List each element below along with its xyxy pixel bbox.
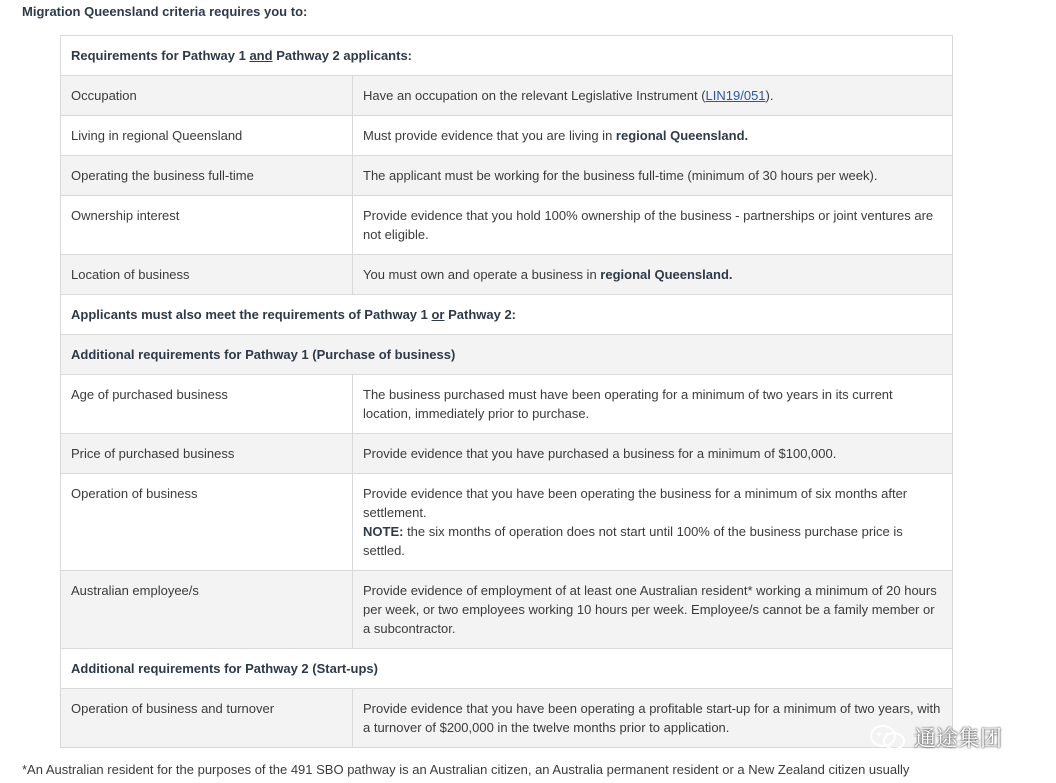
row-description (353, 474, 953, 571)
row-description: The business purchased must have been operating for a minimum of two years in its current location, immediately prior to purchase. (353, 375, 953, 434)
desc-text: Have an occupation on the relevant Legislative Instrument ( (363, 88, 706, 103)
row-label: Australian employee/s (61, 571, 353, 649)
section-title-pre: Applicants must also meet the requirements of Pathway 1 (71, 307, 432, 322)
row-description: Provide evidence that you have purchased a business for a minimum of $100,000. (353, 434, 953, 474)
desc-text-end: ). (765, 88, 774, 103)
lin19-051-link[interactable]: LIN19/051 (705, 88, 766, 103)
table-row-turnover (61, 689, 953, 748)
row-label: Occupation (61, 76, 353, 116)
table-row-occupation (61, 76, 953, 116)
section-header-pathway-1-and-2 (61, 36, 953, 76)
row-label: Price of purchased business (61, 434, 353, 474)
table-row-location (61, 255, 953, 295)
wechat-icon (868, 723, 908, 753)
row-description (353, 76, 953, 116)
row-label: Age of purchased business (61, 375, 353, 434)
section-title: Additional requirements for Pathway 1 (Purchase of business) (61, 335, 953, 375)
row-description: The applicant must be working for the business full-time (minimum of 30 hours per week). (353, 156, 953, 196)
watermark-text: 通途集团 (914, 726, 1003, 751)
watermark (868, 722, 1002, 753)
row-description: Provide evidence that you hold 100% ownership of the business - partnerships or joint ventures are not eligible. (353, 196, 953, 255)
desc-bold: regional Queensland. (600, 267, 733, 282)
note-label: NOTE: (363, 524, 404, 539)
desc-bold: regional Queensland. (615, 128, 749, 143)
table-row-full-time (61, 156, 953, 196)
desc-text: Must provide evidence that you are living in (363, 128, 616, 143)
row-description: Provide evidence of employment of at least one Australian resident* working a minimum of 20 hours per week, or two employees working 10 hours per week. Employee/s cannot be a family member or a subcontractor. (353, 571, 953, 649)
row-label: Operation of business and turnover (61, 689, 353, 748)
table-row-employees (61, 571, 953, 649)
section-title-and: and (249, 48, 273, 63)
section-title-pre: Requirements for Pathway 1 (71, 48, 250, 63)
note-text: the six months of operation does not start until 100% of the business purchase price is settled. (363, 524, 903, 558)
section-header-pathway-2 (61, 649, 953, 689)
row-description (353, 116, 953, 156)
table-row-operation (61, 474, 953, 571)
table-row-living-regional (61, 116, 953, 156)
footnote: *An Australian resident for the purposes of the 491 SBO pathway is an Australian citizen, an Australia permanent resident or a New Zealand citizen usually (22, 762, 910, 777)
section-title-post: Pathway 2: (444, 307, 517, 322)
requirements-table (60, 35, 953, 748)
section-title-post: Pathway 2 applicants: (272, 48, 413, 63)
table-row-age-of-business (61, 375, 953, 434)
section-header-pathway-1-or-2 (61, 295, 953, 335)
row-label: Location of business (61, 255, 353, 295)
table-row-price (61, 434, 953, 474)
desc-text: You must own and operate a business in (363, 267, 601, 282)
desc-text: Provide evidence that you have been operating the business for a minimum of six months after settlement. (363, 486, 908, 520)
section-title-or: or (431, 307, 445, 322)
row-label: Operating the business full-time (61, 156, 353, 196)
row-label: Living in regional Queensland (61, 116, 353, 156)
row-label: Ownership interest (61, 196, 353, 255)
section-title: Additional requirements for Pathway 2 (Start-ups) (61, 649, 953, 689)
row-description (353, 255, 953, 295)
table-row-ownership (61, 196, 953, 255)
row-description: Provide evidence that you have been operating a profitable start-up for a minimum of two years, with a turnover of $200,000 in the twelve months prior to application. (353, 689, 953, 748)
row-label: Operation of business (61, 474, 353, 571)
section-header-pathway-1 (61, 335, 953, 375)
intro-heading: Migration Queensland criteria requires you to: (22, 4, 308, 19)
